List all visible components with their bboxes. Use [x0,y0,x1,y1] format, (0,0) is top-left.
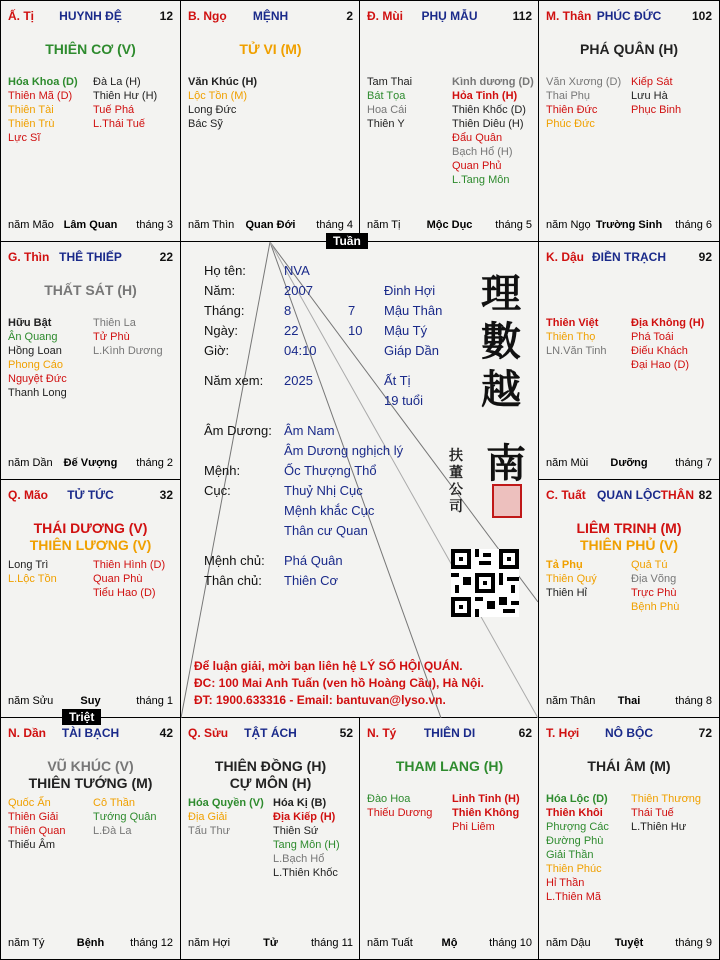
contact-line-3[interactable]: ĐT: 1900.633316 - Email: bantuvan@lyso.vn. [194,693,446,707]
day-lunar-num: 10 [348,323,363,338]
star-item: L.Đà La [93,825,132,837]
branch-label: C. Tuất [546,488,586,502]
star-item: Tuế Phá [93,104,135,116]
palace-number: 92 [698,250,712,264]
star-item: Tử Phù [93,331,130,343]
main-star: THIÊN TƯỚNG (M) [28,775,153,791]
star-item: Lực Sĩ [8,132,41,144]
star-item: Hoa Cái [367,104,407,116]
star-item: Đào Hoa [367,793,411,805]
palace-no-boc [538,717,720,960]
star-item: Lưu Hà [631,90,668,102]
star-item: Thiên Tài [8,104,54,116]
main-star: THẤT SÁT (H) [44,282,137,298]
star-item: Phi Liêm [452,821,495,833]
life-cycle-stage: Đế Vượng [63,457,118,469]
year-label: năm Tý [8,937,45,949]
day-label: Ngày: [204,323,238,338]
star-item: Thiên Hỉ [546,587,587,599]
main-stars [5,758,176,792]
palace-number: 82 [698,488,712,502]
palace-name: QUAN LỘC [597,488,661,502]
triet-marker: Triệt [62,709,101,725]
minor-stars-left [546,316,607,358]
star-item: L.Thiên Mã [546,891,602,903]
menh-chu-value: Phá Quân [284,553,343,568]
star-item: Tang Môn (H) [273,839,340,851]
palace-footer [8,695,173,709]
month-label: tháng 5 [495,219,532,231]
minor-stars-left [8,796,65,852]
minor-stars-left [188,796,264,838]
minor-stars-right [631,316,704,372]
palace-name: HUYNH ĐỆ [59,9,122,23]
view-year-lunar: Ất Tị [384,373,411,388]
main-star: THIÊN CƠ (V) [45,41,136,57]
menh-value: Ốc Thượng Thổ [284,463,377,478]
minor-stars-right [93,558,165,600]
star-item: L.Tang Môn [452,174,510,186]
palace-name: THIÊN DI [423,726,476,740]
minor-stars-left [8,75,78,145]
star-item: Địa Không (H) [631,317,705,329]
main-star: LIÊM TRINH (M) [576,520,682,536]
palace-menh [180,0,361,242]
than-chu-label: Thân chủ: [204,573,262,588]
star-item: Bệnh Phù [631,601,680,613]
month-label: tháng 1 [136,695,173,707]
star-item: Văn Xương (D) [546,76,622,88]
main-star: THÁI DƯƠNG (V) [33,520,148,536]
star-item: Thiên Sứ [273,825,319,837]
palace-footer [546,219,712,233]
hour-value: 04:10 [284,343,317,358]
star-item: L.Kình Dương [93,345,163,357]
month-label: tháng 11 [310,937,353,949]
month-lunar-num: 7 [348,303,356,318]
star-item: Thiên Quý [546,573,597,585]
minor-stars-right [631,75,681,117]
minor-stars-right [93,316,163,358]
star-item: Bát Tọa [367,90,406,102]
star-item: Thiên Mã (D) [8,90,73,102]
life-cycle-stage: Thai [617,695,641,707]
contact-line-1: Để luận giải, mời bạn liên hệ LÝ SỐ HỘI QUÁN. [194,659,463,673]
palace-quan-loc [538,479,720,718]
star-item: Phá Toái [631,331,674,343]
star-item: Hóa Kị (B) [273,797,327,809]
star-item: Phượng Các [546,821,609,833]
star-item: Thiên Hư (H) [93,90,158,102]
star-item: Thai Phụ [546,90,591,102]
view-year-label: Năm xem: [204,373,264,388]
year-label: năm Hợi [188,937,231,949]
star-item: Thiên Diêu (H) [452,118,524,130]
hour-label: Giờ: [204,343,230,358]
life-cycle-stage: Trường Sinh [595,219,663,231]
year-label: năm Ngọ [546,219,591,231]
star-item: Hóa Lộc (D) [546,793,608,805]
star-item: Quốc Ấn [8,797,51,809]
life-cycle-stage: Bệnh [76,937,105,949]
qr-code[interactable] [451,549,519,617]
main-stars [543,41,715,58]
star-item: Đà La (H) [93,76,141,88]
month-label: tháng 12 [130,937,173,949]
branch-label: Đ. Mùi [367,9,403,23]
palace-phuc-duc [538,0,720,242]
main-star: TỬ VI (M) [239,41,302,57]
branch-label: M. Thân [546,9,592,23]
minor-stars-right [631,792,701,834]
menh-chu-label: Mệnh chủ: [204,553,265,568]
star-item: Bạch Hổ (H) [452,146,513,158]
palace-header [546,726,712,740]
minor-stars-left [546,558,597,600]
star-item: Thiên Việt [546,317,599,329]
star-item: Quan Phù [93,573,143,585]
palace-header [8,250,173,264]
day-solar: 22 [284,323,299,338]
calligraphy-char-4: 南 [486,440,526,487]
star-item: L.Thiên Hư [631,821,687,833]
palace-header [546,488,712,502]
year-label: năm Dần [8,457,53,469]
palace-number: 72 [698,726,712,740]
year-label: năm Mùi [546,457,589,469]
palace-number: 2 [346,9,353,23]
palace-name: ĐIỀN TRẠCH [592,250,666,264]
life-cycle-stage: Suy [80,695,101,707]
month-label: tháng 7 [675,457,712,469]
life-cycle-stage: Tử [263,937,278,949]
center-info-panel [181,242,538,718]
star-item: Long Trì [8,559,49,571]
star-item: Lộc Tồn (M) [188,90,248,102]
main-star: THIÊN PHỦ (V) [580,537,678,553]
cuc-note1: Mệnh khắc Cục [284,503,375,518]
main-star: VŨ KHÚC (V) [47,758,134,774]
palace-footer [546,457,712,471]
star-item: Giải Thần [546,849,594,861]
palace-name: THÊ THIẾP [59,250,122,264]
star-item: L.Bạch Hổ [273,853,325,865]
palace-number: 32 [159,488,173,502]
palace-number: 22 [159,250,173,264]
year-label: năm Thân [546,695,596,707]
star-item: Thiên Thương [631,793,702,805]
main-star: PHÁ QUÂN (H) [580,41,678,57]
palace-header [188,726,353,740]
star-item: Hữu Bật [8,317,52,329]
amduong-label: Âm Dương: [204,423,272,438]
year-label: năm Mão [8,219,54,231]
palace-header [8,488,173,502]
contact-line-2: ĐC: 100 Mai Anh Tuấn (ven hồ Hoàng Cầu), Hà Nội. [194,676,485,690]
star-item: Địa Võng [631,573,677,585]
palace-tai-bach [0,717,181,960]
minor-stars-left [8,558,57,586]
star-item: Hỏa Tinh (H) [452,90,518,102]
star-item: L.Thái Tuế [93,118,145,130]
palace-name: TẬT ÁCH [244,726,297,740]
palace-dien-trach [538,241,720,480]
cuc-label: Cục: [204,483,231,498]
star-item: Đại Hao (D) [631,359,690,371]
palace-number: 62 [518,726,532,740]
red-seal-stamp [492,484,522,518]
star-item: Thiên Không [452,807,520,819]
palace-number: 102 [691,9,712,23]
palace-header [546,9,712,23]
minor-stars-right [452,792,520,834]
life-cycle-stage: Quan Đới [245,219,296,231]
palace-thien-di [359,717,540,960]
star-item: Văn Khúc (H) [188,76,258,88]
star-item: Tướng Quân [93,811,157,823]
cuc-value: Thuỷ Nhị Cục [284,483,363,498]
palace-name: MỆNH [252,9,289,23]
name-value: NVA [284,263,310,278]
star-item: Quan Phủ [452,160,502,172]
palace-footer [546,937,712,951]
star-item: Hóa Khoa (D) [8,76,78,88]
cuc-note2: Thân cư Quan [284,523,368,538]
age-value: 19 tuổi [384,393,424,408]
month-label: Tháng: [204,303,245,318]
branch-label: Q. Mão [8,488,49,502]
branch-label: N. Tý [367,726,397,740]
year-solar: 2007 [284,283,313,298]
star-item: Trực Phù [631,587,677,599]
day-lunar: Mậu Tý [384,323,428,338]
star-item: Phong Cáo [8,359,64,371]
main-star: THAM LANG (H) [395,758,504,774]
minor-stars-right [93,796,157,838]
star-item: Thiên Khôi [546,807,603,819]
month-label: tháng 4 [316,219,353,231]
palace-name: NÔ BỘC [605,726,653,740]
star-item: Hóa Quyền (V) [188,797,264,809]
branch-label: N. Dần [8,726,47,740]
calligraphy-char-3: 越 [481,366,521,413]
month-label: tháng 10 [489,937,532,949]
palace-header [188,9,353,23]
palace-header [8,9,173,23]
minor-stars-left [546,75,621,131]
main-stars [5,520,176,554]
star-item: Long Đức [188,104,237,116]
star-item: Hỉ Thần [546,877,585,889]
year-label: năm Tị [367,219,401,231]
palace-name: PHÚC ĐỨC [596,9,662,23]
main-star: THIÊN LƯƠNG (V) [29,537,152,553]
star-item: Thiên Phúc [546,863,602,875]
palace-tu-tuc [0,479,181,718]
hour-lunar: Giáp Dần [384,343,439,358]
palace-footer [8,457,173,471]
palace-number: 52 [339,726,353,740]
palace-header [367,726,532,740]
minor-stars-left [8,316,67,400]
palace-tat-ach [180,717,361,960]
main-stars [543,758,715,775]
year-label: năm Sửu [8,695,54,707]
year-label: Năm: [204,283,236,298]
company-seal-text: 扶董公司 [449,448,463,515]
year-label: năm Tuất [367,937,413,949]
than-chu-value: Thiên Cơ [284,573,339,588]
star-item: Điếu Khách [631,345,688,357]
branch-label: Q. Sửu [188,726,229,740]
month-label: tháng 3 [136,219,173,231]
menh-label: Mệnh: [204,463,241,478]
star-item: Thiên Trù [8,118,55,130]
calligraphy-char-2: 數 [481,318,521,365]
palace-footer [367,219,532,233]
star-item: Thiên Hình (D) [93,559,166,571]
amduong-value: Âm Nam [284,423,335,438]
star-item: Phục Binh [631,104,682,116]
minor-stars-left [367,75,412,131]
star-item: Thiếu Âm [8,839,56,851]
than-marker: THÂN [660,488,694,502]
star-item: Thiên Y [367,118,405,130]
month-label: tháng 6 [675,219,712,231]
star-item: Phúc Đức [546,118,595,130]
main-stars [185,758,356,792]
palace-footer [367,937,532,951]
main-stars [543,520,715,554]
branch-label: G. Thìn [8,250,50,264]
calligraphy-char-1: 理 [481,270,521,317]
star-item: Thái Tuế [631,807,674,819]
palace-huynh-de [0,0,181,242]
month-label: tháng 8 [675,695,712,707]
palace-name: TÀI BẠCH [61,726,120,740]
palace-header [546,250,712,264]
star-item: L.Lộc Tồn [8,573,57,585]
month-label: tháng 9 [675,937,712,949]
star-item: Linh Tinh (H) [452,793,520,805]
view-year: 2025 [284,373,313,388]
main-star: THIÊN ĐỒNG (H) [214,758,327,774]
star-item: Ân Quang [8,331,58,343]
star-item: Thiên Thọ [546,331,596,343]
main-stars [364,758,535,775]
minor-stars-right [631,558,679,614]
palace-header [8,726,173,740]
palace-footer [188,937,353,951]
palace-name: PHỤ MẪU [421,9,478,23]
main-stars [5,41,176,58]
star-item: Kình dương (D) [452,76,534,88]
star-item: Bác Sỹ [188,118,223,130]
star-item: Tấu Thư [188,825,231,837]
minor-stars-right [93,75,157,131]
star-item: Thiên Khốc (D) [452,104,526,116]
branch-label: K. Dậu [546,250,585,264]
star-item: Thiên Đức [546,104,598,116]
minor-stars-left [188,75,257,131]
star-item: LN.Văn Tinh [546,345,607,357]
palace-footer [8,937,173,951]
branch-label: B. Ngọ [188,9,227,23]
year-label: năm Dậu [546,937,591,949]
life-cycle-stage: Mộ [441,937,458,949]
star-item: Thiên Quan [8,825,66,837]
main-stars [185,41,356,58]
amduong-note: Âm Dương nghịch lý [284,443,404,458]
life-cycle-stage: Dưỡng [610,457,648,469]
star-item: Hồng Loan [8,345,62,357]
palace-the-thiep [0,241,181,480]
palace-footer [188,219,353,233]
star-item: Thiếu Dương [367,807,433,819]
tuan-marker: Tuần [326,233,368,249]
star-item: L.Thiên Khốc [273,867,338,879]
star-item: Đẩu Quân [452,132,503,144]
minor-stars-right [452,75,534,187]
star-item: Tam Thai [367,76,413,88]
star-item: Cô Thần [93,797,135,809]
star-item: Kiếp Sát [631,76,673,88]
palace-number: 112 [512,9,532,23]
month-solar: 8 [284,303,292,318]
star-item: Thiên La [93,317,136,329]
star-item: Địa Giải [188,811,228,823]
main-star: THÁI ÂM (M) [587,758,671,774]
star-item: Tiểu Hao (D) [93,587,156,599]
star-item: Thanh Long [8,387,67,399]
main-stars [5,282,176,299]
palace-phu-mau [359,0,540,242]
life-cycle-stage: Mộc Dục [426,219,473,231]
star-item: Đường Phù [546,835,604,847]
month-label: tháng 2 [136,457,173,469]
name-label: Họ tên: [204,263,246,278]
palace-name: TỬ TỨC [67,488,114,502]
star-item: Địa Kiếp (H) [273,811,336,823]
palace-header [367,9,532,23]
month-lunar: Mậu Thân [384,303,443,318]
star-item: Quả Tú [631,559,668,571]
branch-label: Ấ. Tị [8,9,34,23]
minor-stars-right [273,796,340,880]
life-cycle-stage: Tuyệt [614,937,644,949]
minor-stars-left [367,792,432,820]
palace-number: 12 [159,9,173,23]
star-item: Nguyệt Đức [8,373,67,385]
branch-label: T. Hợi [546,726,580,740]
minor-stars-left [546,792,609,904]
palace-footer [546,695,712,709]
main-star: CỰ MÔN (H) [229,775,312,791]
star-item: Thiên Giải [8,811,59,823]
star-item: Tả Phụ [546,559,583,571]
year-label: năm Thìn [188,219,235,231]
palace-number: 42 [159,726,173,740]
palace-footer [8,219,173,233]
life-cycle-stage: Lâm Quan [63,219,118,231]
year-lunar: Đinh Hợi [384,283,436,298]
